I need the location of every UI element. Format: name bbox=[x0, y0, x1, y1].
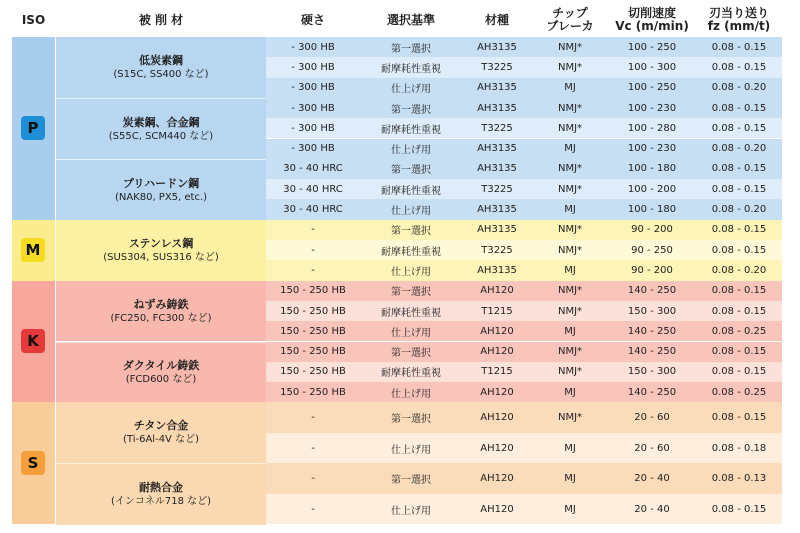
material-name: ダクタイル鋳鉄 bbox=[122, 359, 200, 373]
fz-cell: 0.08 - 0.15 bbox=[711, 366, 767, 378]
fz-cell: 0.08 - 0.15 bbox=[711, 224, 767, 236]
breaker-cell: NMJ* bbox=[557, 41, 583, 53]
material-cell bbox=[56, 37, 266, 98]
breaker-cell: NMJ* bbox=[557, 366, 583, 378]
criteria-cell: 第一選択 bbox=[391, 348, 431, 360]
grade-cell: T3225 bbox=[481, 244, 513, 256]
criteria-cell: 第一選択 bbox=[391, 475, 431, 487]
table-row bbox=[266, 240, 782, 260]
criteria-cell: 耐摩耗性重視 bbox=[381, 246, 441, 258]
header-vc: 切削速度 Vc (m/min) bbox=[615, 6, 689, 33]
header-iso: ISO bbox=[21, 12, 46, 27]
criteria-cell: 耐摩耗性重視 bbox=[381, 63, 441, 75]
material-examples: (FC250, FC300 など) bbox=[110, 312, 212, 324]
material-cell bbox=[56, 342, 266, 404]
breaker-cell: MJ bbox=[564, 503, 576, 515]
fz-cell: 0.08 - 0.25 bbox=[711, 386, 767, 398]
criteria-cell: 第一選択 bbox=[391, 287, 431, 299]
grade-cell: AH3135 bbox=[477, 163, 517, 175]
fz-cell: 0.08 - 0.13 bbox=[711, 473, 767, 485]
hardness-cell: - 300 HB bbox=[291, 82, 335, 94]
material-examples: (Ti-6Al-4V など) bbox=[123, 434, 199, 446]
hardness-cell: 150 - 250 HB bbox=[280, 325, 346, 337]
vc-cell: 20 - 40 bbox=[634, 503, 670, 515]
vc-cell: 140 - 250 bbox=[627, 285, 677, 297]
header-breaker: チップ ブレーカ bbox=[546, 6, 594, 33]
grade-cell: AH3135 bbox=[477, 143, 517, 155]
criteria-cell: 耐摩耗性重視 bbox=[381, 124, 441, 136]
criteria-cell: 仕上げ用 bbox=[391, 444, 431, 456]
breaker-cell: NMJ* bbox=[557, 224, 583, 236]
material-examples: (SUS304, SUS316 など) bbox=[103, 251, 219, 263]
fz-cell: 0.08 - 0.20 bbox=[711, 264, 767, 276]
criteria-cell: 仕上げ用 bbox=[391, 388, 431, 400]
vc-cell: 140 - 250 bbox=[627, 346, 677, 358]
table-row bbox=[266, 220, 782, 240]
material-name: ステンレス鋼 bbox=[128, 236, 194, 250]
iso-badge-m: M bbox=[21, 238, 45, 262]
vc-cell: 100 - 280 bbox=[627, 122, 677, 134]
table-row bbox=[266, 139, 782, 159]
hardness-cell: 30 - 40 HRC bbox=[283, 163, 343, 175]
grade-cell: AH120 bbox=[480, 442, 514, 454]
criteria-cell: 耐摩耗性重視 bbox=[381, 368, 441, 380]
material-cell bbox=[56, 463, 266, 525]
hardness-cell: 30 - 40 HRC bbox=[283, 183, 343, 195]
grade-cell: AH120 bbox=[480, 346, 514, 358]
header-criteria: 選択基準 bbox=[386, 12, 435, 27]
grade-cell: AH120 bbox=[480, 386, 514, 398]
vc-cell: 20 - 40 bbox=[634, 473, 670, 485]
material-name: チタン合金 bbox=[133, 419, 189, 433]
material-name: プリハードン鋼 bbox=[122, 176, 200, 190]
table-row bbox=[266, 402, 782, 433]
table-row bbox=[266, 118, 782, 138]
vc-cell: 20 - 60 bbox=[634, 412, 670, 424]
breaker-cell: NMJ* bbox=[557, 346, 583, 358]
vc-cell: 150 - 300 bbox=[627, 366, 677, 378]
hardness-cell: 30 - 40 HRC bbox=[283, 204, 343, 216]
fz-cell: 0.08 - 0.15 bbox=[711, 102, 767, 114]
fz-cell: 0.08 - 0.25 bbox=[711, 325, 767, 337]
hardness-cell: - 300 HB bbox=[291, 61, 335, 73]
vc-cell: 90 - 250 bbox=[631, 244, 673, 256]
material-examples: (FCD600 など) bbox=[125, 374, 197, 386]
table-row bbox=[266, 98, 782, 118]
hardness-cell: - 300 HB bbox=[291, 102, 335, 114]
hardness-cell: - bbox=[311, 442, 315, 454]
fz-cell: 0.08 - 0.15 bbox=[711, 244, 767, 256]
grade-cell: AH120 bbox=[480, 412, 514, 424]
material-name: ねずみ鋳鉄 bbox=[133, 297, 189, 311]
vc-cell: 140 - 250 bbox=[627, 325, 677, 337]
hardness-cell: - bbox=[311, 224, 315, 236]
fz-cell: 0.08 - 0.15 bbox=[711, 183, 767, 195]
table-row bbox=[266, 382, 782, 402]
table-row bbox=[266, 159, 782, 179]
table-row bbox=[266, 463, 782, 494]
material-name: 低炭素鋼 bbox=[139, 53, 183, 67]
table-row bbox=[266, 494, 782, 525]
criteria-cell: 第一選択 bbox=[391, 165, 431, 177]
breaker-cell: MJ bbox=[564, 143, 576, 155]
fz-cell: 0.08 - 0.15 bbox=[711, 163, 767, 175]
criteria-cell: 仕上げ用 bbox=[391, 266, 431, 278]
grade-cell: AH120 bbox=[480, 503, 514, 515]
header-material: 被 削 材 bbox=[138, 12, 184, 27]
breaker-cell: MJ bbox=[564, 82, 576, 94]
hardness-cell: - bbox=[311, 503, 315, 515]
fz-cell: 0.08 - 0.15 bbox=[711, 122, 767, 134]
vc-cell: 100 - 200 bbox=[627, 183, 677, 195]
material-cell bbox=[56, 98, 266, 160]
grade-cell: T3225 bbox=[481, 122, 513, 134]
vc-cell: 100 - 180 bbox=[627, 163, 677, 175]
vc-cell: 100 - 230 bbox=[627, 143, 677, 155]
fz-cell: 0.08 - 0.15 bbox=[711, 305, 767, 317]
vc-cell: 100 - 230 bbox=[627, 102, 677, 114]
vc-cell: 100 - 250 bbox=[627, 41, 677, 53]
hardness-cell: 150 - 250 HB bbox=[280, 346, 346, 358]
vc-cell: 20 - 60 bbox=[634, 442, 670, 454]
iso-group-m bbox=[12, 220, 55, 281]
material-examples: (S15C, SS400 など) bbox=[113, 68, 209, 80]
hardness-cell: 150 - 250 HB bbox=[280, 305, 346, 317]
fz-cell: 0.08 - 0.20 bbox=[711, 143, 767, 155]
fz-cell: 0.08 - 0.18 bbox=[711, 442, 767, 454]
grade-cell: AH120 bbox=[480, 325, 514, 337]
criteria-cell: 仕上げ用 bbox=[391, 145, 431, 157]
breaker-cell: NMJ* bbox=[557, 305, 583, 317]
hardness-cell: 150 - 250 HB bbox=[280, 285, 346, 297]
vc-cell: 90 - 200 bbox=[631, 224, 673, 236]
criteria-cell: 仕上げ用 bbox=[391, 206, 431, 218]
table-row bbox=[266, 260, 782, 280]
criteria-cell: 仕上げ用 bbox=[391, 84, 431, 96]
breaker-cell: NMJ* bbox=[557, 285, 583, 297]
breaker-cell: MJ bbox=[564, 442, 576, 454]
table-row bbox=[266, 342, 782, 362]
grade-cell: T1215 bbox=[481, 305, 513, 317]
hardness-cell: - bbox=[311, 473, 315, 485]
vc-cell: 90 - 200 bbox=[631, 264, 673, 276]
material-name: 耐熱合金 bbox=[139, 481, 183, 495]
material-cell bbox=[56, 220, 266, 281]
criteria-cell: 第一選択 bbox=[391, 226, 431, 238]
hardness-cell: - 300 HB bbox=[291, 122, 335, 134]
material-cell bbox=[56, 281, 266, 342]
breaker-cell: NMJ* bbox=[557, 244, 583, 256]
breaker-cell: MJ bbox=[564, 204, 576, 216]
iso-group-p bbox=[12, 37, 55, 220]
breaker-cell: NMJ* bbox=[557, 183, 583, 195]
vc-cell: 100 - 250 bbox=[627, 82, 677, 94]
criteria-cell: 耐摩耗性重視 bbox=[381, 307, 441, 319]
material-examples: (NAK80, PX5, etc.) bbox=[114, 191, 208, 203]
grade-cell: AH3135 bbox=[477, 224, 517, 236]
hardness-cell: 150 - 250 HB bbox=[280, 366, 346, 378]
table-row bbox=[266, 57, 782, 77]
table-row bbox=[266, 281, 782, 301]
grade-cell: T3225 bbox=[481, 61, 513, 73]
iso-group-s bbox=[12, 402, 55, 524]
grade-cell: AH3135 bbox=[477, 204, 517, 216]
grade-cell: AH3135 bbox=[477, 82, 517, 94]
hardness-cell: - bbox=[311, 264, 315, 276]
criteria-cell: 仕上げ用 bbox=[391, 505, 431, 517]
grade-cell: AH3135 bbox=[477, 102, 517, 114]
fz-cell: 0.08 - 0.20 bbox=[711, 82, 767, 94]
grade-cell: T3225 bbox=[481, 183, 513, 195]
iso-badge-k: K bbox=[21, 329, 45, 353]
hardness-cell: - 300 HB bbox=[291, 41, 335, 53]
fz-cell: 0.08 - 0.15 bbox=[711, 412, 767, 424]
breaker-cell: NMJ* bbox=[557, 163, 583, 175]
table-row bbox=[266, 37, 782, 57]
iso-badge-p: P bbox=[21, 116, 45, 140]
fz-cell: 0.08 - 0.15 bbox=[711, 41, 767, 53]
breaker-cell: NMJ* bbox=[557, 412, 583, 424]
hardness-cell: 150 - 250 HB bbox=[280, 386, 346, 398]
breaker-cell: MJ bbox=[564, 473, 576, 485]
breaker-cell: MJ bbox=[564, 386, 576, 398]
table-row bbox=[266, 433, 782, 464]
material-cell bbox=[56, 402, 266, 463]
grade-cell: AH120 bbox=[480, 285, 514, 297]
table-row bbox=[266, 301, 782, 321]
grade-cell: AH3135 bbox=[477, 41, 517, 53]
criteria-cell: 仕上げ用 bbox=[391, 327, 431, 339]
header-hardness: 硬さ bbox=[300, 12, 325, 27]
criteria-cell: 第一選択 bbox=[391, 104, 431, 116]
grade-cell: AH120 bbox=[480, 473, 514, 485]
table-row bbox=[266, 199, 782, 219]
breaker-cell: MJ bbox=[564, 325, 576, 337]
table-row bbox=[266, 321, 782, 341]
fz-cell: 0.08 - 0.20 bbox=[711, 204, 767, 216]
vc-cell: 100 - 180 bbox=[627, 204, 677, 216]
criteria-cell: 第一選択 bbox=[391, 43, 431, 55]
vc-cell: 100 - 300 bbox=[627, 61, 677, 73]
hardness-cell: - bbox=[311, 244, 315, 256]
fz-cell: 0.08 - 0.15 bbox=[711, 346, 767, 358]
grade-cell: T1215 bbox=[481, 366, 513, 378]
breaker-cell: NMJ* bbox=[557, 102, 583, 114]
criteria-cell: 第一選択 bbox=[391, 414, 431, 426]
hardness-cell: - bbox=[311, 412, 315, 424]
hardness-cell: - 300 HB bbox=[291, 143, 335, 155]
breaker-cell: NMJ* bbox=[557, 122, 583, 134]
fz-cell: 0.08 - 0.15 bbox=[711, 61, 767, 73]
breaker-cell: MJ bbox=[564, 264, 576, 276]
table-row bbox=[266, 362, 782, 382]
table-row bbox=[266, 78, 782, 98]
breaker-cell: NMJ* bbox=[557, 61, 583, 73]
vc-cell: 150 - 300 bbox=[627, 305, 677, 317]
material-examples: (S55C, SCM440 など) bbox=[108, 130, 214, 142]
table-row bbox=[266, 179, 782, 199]
header-grade: 材種 bbox=[484, 12, 509, 27]
header-fz: 刃当り送り fz (mm/t) bbox=[707, 6, 771, 33]
criteria-cell: 耐摩耗性重視 bbox=[381, 185, 441, 197]
material-examples: (インコネル718 など) bbox=[110, 496, 212, 508]
grade-cell: AH3135 bbox=[477, 264, 517, 276]
iso-badge-s: S bbox=[21, 451, 45, 475]
material-cell bbox=[56, 159, 266, 221]
fz-cell: 0.08 - 0.15 bbox=[711, 503, 767, 515]
fz-cell: 0.08 - 0.15 bbox=[711, 285, 767, 297]
material-name: 炭素鋼、合金鋼 bbox=[122, 115, 200, 129]
vc-cell: 140 - 250 bbox=[627, 386, 677, 398]
iso-group-k bbox=[12, 281, 55, 403]
